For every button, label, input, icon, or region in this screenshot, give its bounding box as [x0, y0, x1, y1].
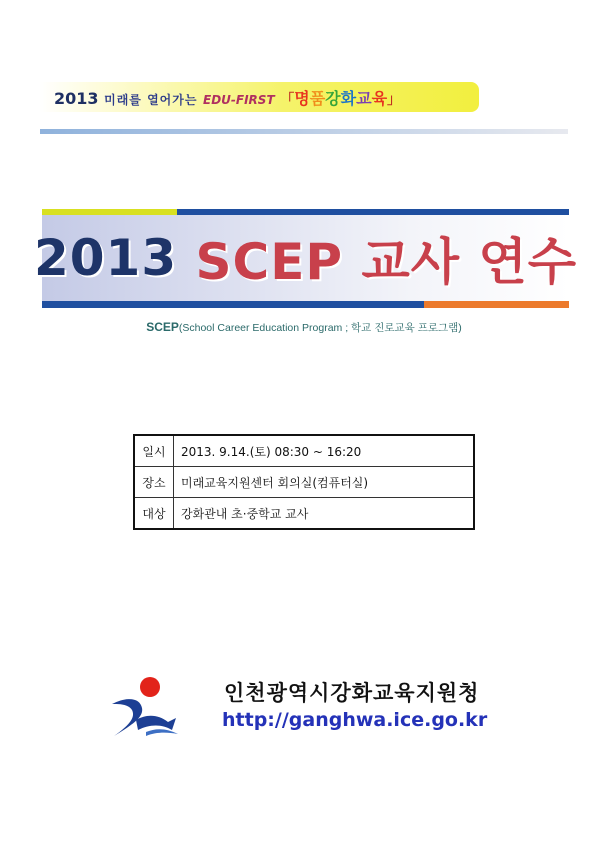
- slogan-char: 육: [371, 89, 388, 108]
- slogan-char: 강: [325, 89, 341, 108]
- title-year: 2013: [33, 229, 178, 287]
- slogan-char: 명: [294, 89, 310, 108]
- title-bottom-bar-orange: [424, 301, 569, 308]
- info-value-date: 2013. 9.14.(토) 08:30 ~ 16:20: [174, 435, 475, 467]
- education-office-logo-icon: [106, 674, 182, 740]
- page-title: [33, 215, 578, 301]
- title-text: SCEP 교사 연수: [177, 233, 578, 291]
- slogan-char: 교: [356, 89, 372, 108]
- subtitle-acronym: SCEP: [146, 320, 179, 334]
- slogan-bracket-open: 「: [280, 92, 295, 108]
- slogan-banner: [40, 82, 479, 112]
- title-bottom-bar-blue: [42, 301, 424, 308]
- slogan-char: 품: [309, 89, 326, 108]
- event-info-table: [133, 434, 475, 530]
- slogan-year: 2013: [54, 89, 99, 108]
- organization-name: 인천광역시강화교육지원청: [224, 681, 480, 705]
- info-value-place: 미래교육지원센터 회의실(컴퓨터실): [174, 467, 475, 498]
- slogan-bracket-close: 」: [387, 92, 402, 108]
- table-row: [134, 435, 474, 467]
- table-row: [134, 498, 474, 530]
- program-subtitle: [0, 320, 608, 335]
- slogan-phrase: 미래를 열어가는: [104, 93, 198, 107]
- info-label-date: 일시: [134, 435, 174, 467]
- header-divider: [40, 129, 568, 134]
- website-link[interactable]: http://ganghwa.ice.go.kr: [222, 709, 488, 731]
- slogan-text: [54, 86, 401, 109]
- info-label-target: 대상: [134, 498, 174, 530]
- info-value-target: 강화관내 초·중학교 교사: [174, 498, 475, 530]
- info-label-place: 장소: [134, 467, 174, 498]
- subtitle-expansion: (School Career Education Program ; 학교 진로교육 프로그램): [178, 322, 462, 334]
- table-row: [134, 467, 474, 498]
- slogan-edu-first: EDU-FIRST: [203, 93, 275, 107]
- slogan-char: 화: [340, 89, 357, 108]
